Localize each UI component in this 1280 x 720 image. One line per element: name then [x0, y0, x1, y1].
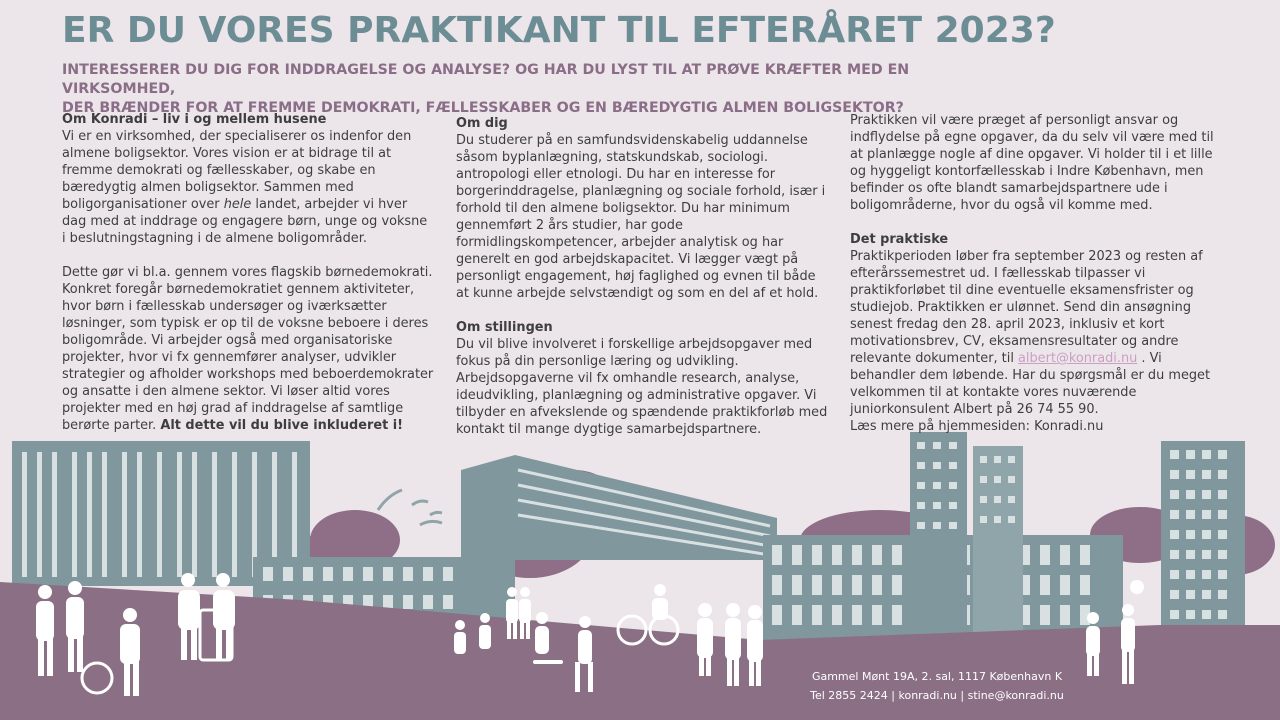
subtitle-line-2: DER BRÆNDER FOR AT FREMME DEMOKRATI, FÆLLESSKABER OG EN BÆREDYGTIG ALMEN BOLIGSEKTOR? [62, 100, 904, 116]
website-reference: Læs mere på hjemmesiden: Konradi.nu [850, 419, 1104, 434]
text-segment: Dette gør vi bl.a. gennem vores flagskib børnedemokrati. Konkret foregår børnedemokratiet gennem aktiviteter, hvor børn i fællesskab undersøger og iværksætter løsninger, som typisk er op til de voksne beboere i deres boligområde. Vi arbejder også med organisatoriske projekter, hvor vi fx gennemfører analyser, udvikler strategier og afholder workshops med beboerdemokrater og ansatte i den almene sektor. Vi løser altid vores projekter med en høj grad af inddragelse af samtlige berørte parter. [62, 265, 434, 433]
column-det-praktiske [850, 111, 1230, 435]
section-heading-det-praktiske: Det praktiske [850, 232, 949, 247]
section-heading-om-konradi: Om Konradi – liv i og mellem husene [62, 112, 327, 127]
text-segment: landet, arbejder vi hver dag med at inddrage og engagere børn, unge og voksne i beslutningstagning i de almene boligområder. [62, 197, 428, 246]
footer-contact: Tel 2855 2424 | konradi.nu | stine@konradi.nu [810, 689, 1064, 702]
paragraph-om-konradi-2 [62, 264, 434, 434]
column-om-dig [456, 111, 828, 438]
paragraph-praktikken: Praktikken vil være præget af personligt ansvar og indflydelse på egne opgaver, da du selv vil være med til at planlægge nogle af dine opgaver. Vi holder til i et lille og hyggeligt kontorfællesskab i Indre København, men befinder os ofte blandt samarbejdspartnere ude i boligområderne, hvor du også vil komme med. [850, 113, 1214, 213]
text-segment: Praktikperioden løber fra september 2023 og resten af efterårssemestret ud. I fællesskab tilpasser vi praktikforløbet til dine eventuelle eksamensfrister og studiejob. Praktikken er ulønnet. Send din ansøgning senest fredag den 28. april 2023, inklusiv et kort motivationsbrev, CV, eksamensresultater og andre relevante dokumenter, til [850, 249, 1203, 366]
emphasis-text: hele [223, 197, 252, 212]
bold-text: Alt dette vil du blive inkluderet i! [160, 418, 404, 433]
page-subtitle [62, 61, 962, 118]
subtitle-line-1: INTERESSERER DU DIG FOR INDDRAGELSE OG ANALYSE? OG HAR DU LYST TIL AT PRØVE KRÆFTER MED EN VIRKSOMHED, [62, 62, 910, 97]
building-perspective-block [461, 455, 777, 560]
text-segment: Vi er en virksomhed, der specialiserer os indenfor den almene boligsektor. Vores vision er at bidrage til at fremme demokrati og fællesskaber, og skabe en bæredygtig almen boligsektor. Sammen med boligorganisationer over [62, 129, 412, 212]
column-om-konradi [62, 111, 434, 434]
paragraph-det-praktiske [850, 248, 1230, 418]
page-title: ER DU VORES PRAKTIKANT TIL EFTERÅRET 2023? [62, 10, 1056, 51]
paragraph-om-stillingen: Du vil blive involveret i forskellige arbejdsopgaver med fokus på din personlige læring og udvikling. Arbejdsopgaverne vil fx omhandle research, analyse, ideudvikling, planlægning og administrative opgaver. Vi tilbyder en afvekslende og spændende praktikforløb med kontakt til mange dygtige samarbejdspartnere. [456, 337, 828, 437]
footer-address: Gammel Mønt 19A, 2. sal, 1117 København K [811, 670, 1063, 683]
building-twin-towers [910, 432, 1023, 640]
section-heading-om-dig: Om dig [456, 116, 508, 131]
text-segment: . Vi behandler dem løbende. Har du spørgsmål er du meget velkommen til at kontakte vores nuværende juniorkonsulent Albert på 26 74 55 90. [850, 351, 1211, 417]
paragraph-om-dig: Du studerer på en samfundsvidenskabelig uddannelse såsom byplanlægning, statskundskab, sociologi. antropologi eller etnologi. Du har en interesse for borgerinddragelse, planlægning og sociale forhold, især i forhold til den almene boligsektor. Du har minimum gennemført 2 års studier, har gode formidlingskompetencer, arbejder analytisk og har generelt en god arbejdskapacitet. Vi lægger vægt på personligt engagement, høj faglighed og evnen til både at kunne arbejde selvstændigt og som en del af et hold. [456, 133, 826, 301]
section-heading-om-stillingen: Om stillingen [456, 320, 553, 335]
paragraph-om-konradi-1 [62, 128, 434, 247]
email-link[interactable]: albert@konradi.nu [1018, 351, 1138, 366]
